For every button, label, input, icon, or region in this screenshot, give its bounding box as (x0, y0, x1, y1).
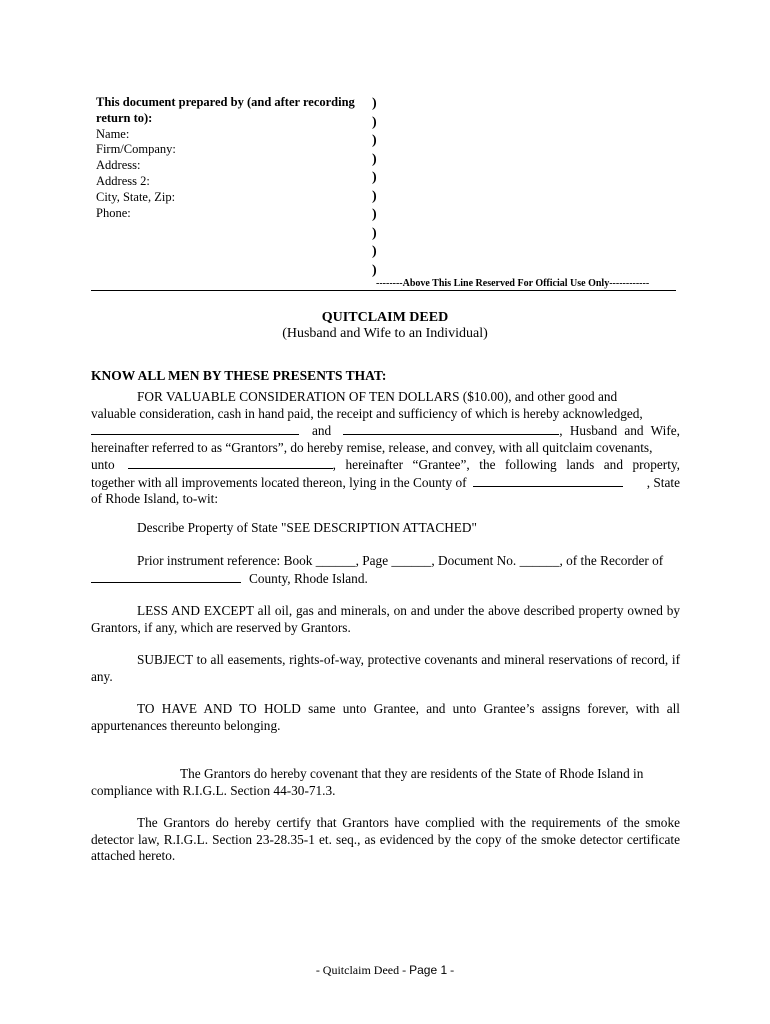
field-name: Name: (96, 126, 130, 141)
smoke-detector-paragraph: The Grantors do hereby certify that Grantors have complied with the requirements of the smoke detector law, R.I.G.L. Section 23-28.35-1 et. seq., as evidenced by the copy of the smoke detector certificate attached hereto. (91, 815, 680, 863)
recorder-county-blank[interactable] (91, 570, 241, 583)
grantee-blank[interactable] (128, 456, 333, 469)
footer-prefix: - Quitclaim Deed - (315, 963, 410, 977)
grantee-text: , hereinafter “Grantee”, the following lands and property, (332, 457, 680, 472)
prior-instrument-line-2 (91, 570, 680, 588)
paren-column (372, 95, 377, 280)
consideration-line-4: hereinafter referred to as “Grantors”, do hereby remise, release, and convey, with all quitclaim covenants, (91, 439, 653, 455)
prior-instrument-paragraph (91, 553, 680, 587)
paren: ) (372, 225, 377, 241)
field-firm: Firm/Company: (96, 142, 176, 157)
document-title: QUITCLAIM DEED (321, 310, 449, 325)
rhode-island-county-text: County, Rhode Island. (249, 570, 368, 586)
residency-line-1: The Grantors do hereby covenant that they are residents of the State of Rhode Island in (180, 766, 644, 781)
residency-paragraph (91, 766, 680, 799)
official-use-line: --------Above This Line Reserved For Official Use Only------------ (376, 278, 650, 289)
residency-line-2: compliance with R.I.G.L. Section 44-30-71.3. (91, 782, 336, 798)
paren: ) (372, 114, 377, 130)
know-all-men-heading: KNOW ALL MEN BY THESE PRESENTS THAT: (91, 368, 387, 383)
document-subtitle: (Husband and Wife to an Individual) (282, 326, 488, 341)
footer-suffix: - (447, 963, 455, 977)
subject-to-paragraph: SUBJECT to all easements, rights-of-way, protective covenants and mineral reservations of record, if any. (91, 652, 680, 684)
paren: ) (372, 244, 377, 259)
less-and-except-paragraph: LESS AND EXCEPT all oil, gas and minerals, on and under the above described property owned by Grantors, if any, which are reserved by Grantors. (91, 603, 680, 635)
consideration-line-7: of Rhode Island, to-wit: (91, 491, 219, 506)
unto-word: unto (91, 457, 115, 472)
prior-instrument-line-1: Prior instrument reference: Book ______, Page ______, Document No. ______, of the Recorder of (137, 553, 664, 568)
husband-wife-text: , Husband and Wife, (559, 423, 680, 438)
page-footer (0, 963, 770, 978)
grantor-1-blank[interactable] (91, 422, 299, 435)
prepared-by-block (96, 95, 355, 221)
county-blank[interactable] (473, 474, 623, 487)
state-text: , State (646, 474, 680, 490)
habendum-paragraph: TO HAVE AND TO HOLD same unto Grantee, and unto Grantee’s assigns forever, with all appurtenances thereunto belonging. (91, 701, 680, 733)
separator-rule (91, 290, 676, 291)
consideration-line-2: valuable consideration, cash in hand paid, the receipt and sufficiency of which is hereby acknowledged, (91, 405, 643, 421)
consideration-line-1: FOR VALUABLE CONSIDERATION OF TEN DOLLARS ($10.00), and other good and (137, 389, 618, 404)
field-city-state-zip: City, State, Zip: (96, 189, 176, 204)
prepared-by-heading-1: This document prepared by (and after recording (96, 95, 355, 109)
paren: ) (372, 207, 377, 222)
prepared-by-heading-2: return to): (96, 110, 153, 125)
and-word: and (312, 423, 332, 438)
paren: ) (372, 188, 377, 204)
grantor-2-blank[interactable] (343, 422, 559, 435)
field-address-2: Address 2: (96, 173, 150, 188)
grantors-line (91, 422, 680, 440)
field-address: Address: (96, 158, 141, 173)
paren: ) (372, 262, 377, 278)
paren: ) (372, 133, 377, 148)
grantee-line (91, 456, 680, 474)
county-line (91, 474, 680, 492)
county-text: together with all improvements located thereon, lying in the County of (91, 474, 467, 490)
field-phone: Phone: (96, 205, 131, 220)
paren: ) (372, 151, 377, 167)
describe-property: Describe Property of State "SEE DESCRIPTION ATTACHED" (137, 520, 477, 535)
paren: ) (372, 170, 377, 185)
footer-page-number: Page 1 (409, 963, 448, 977)
paren: ) (372, 96, 377, 111)
consideration-paragraph (91, 389, 680, 508)
